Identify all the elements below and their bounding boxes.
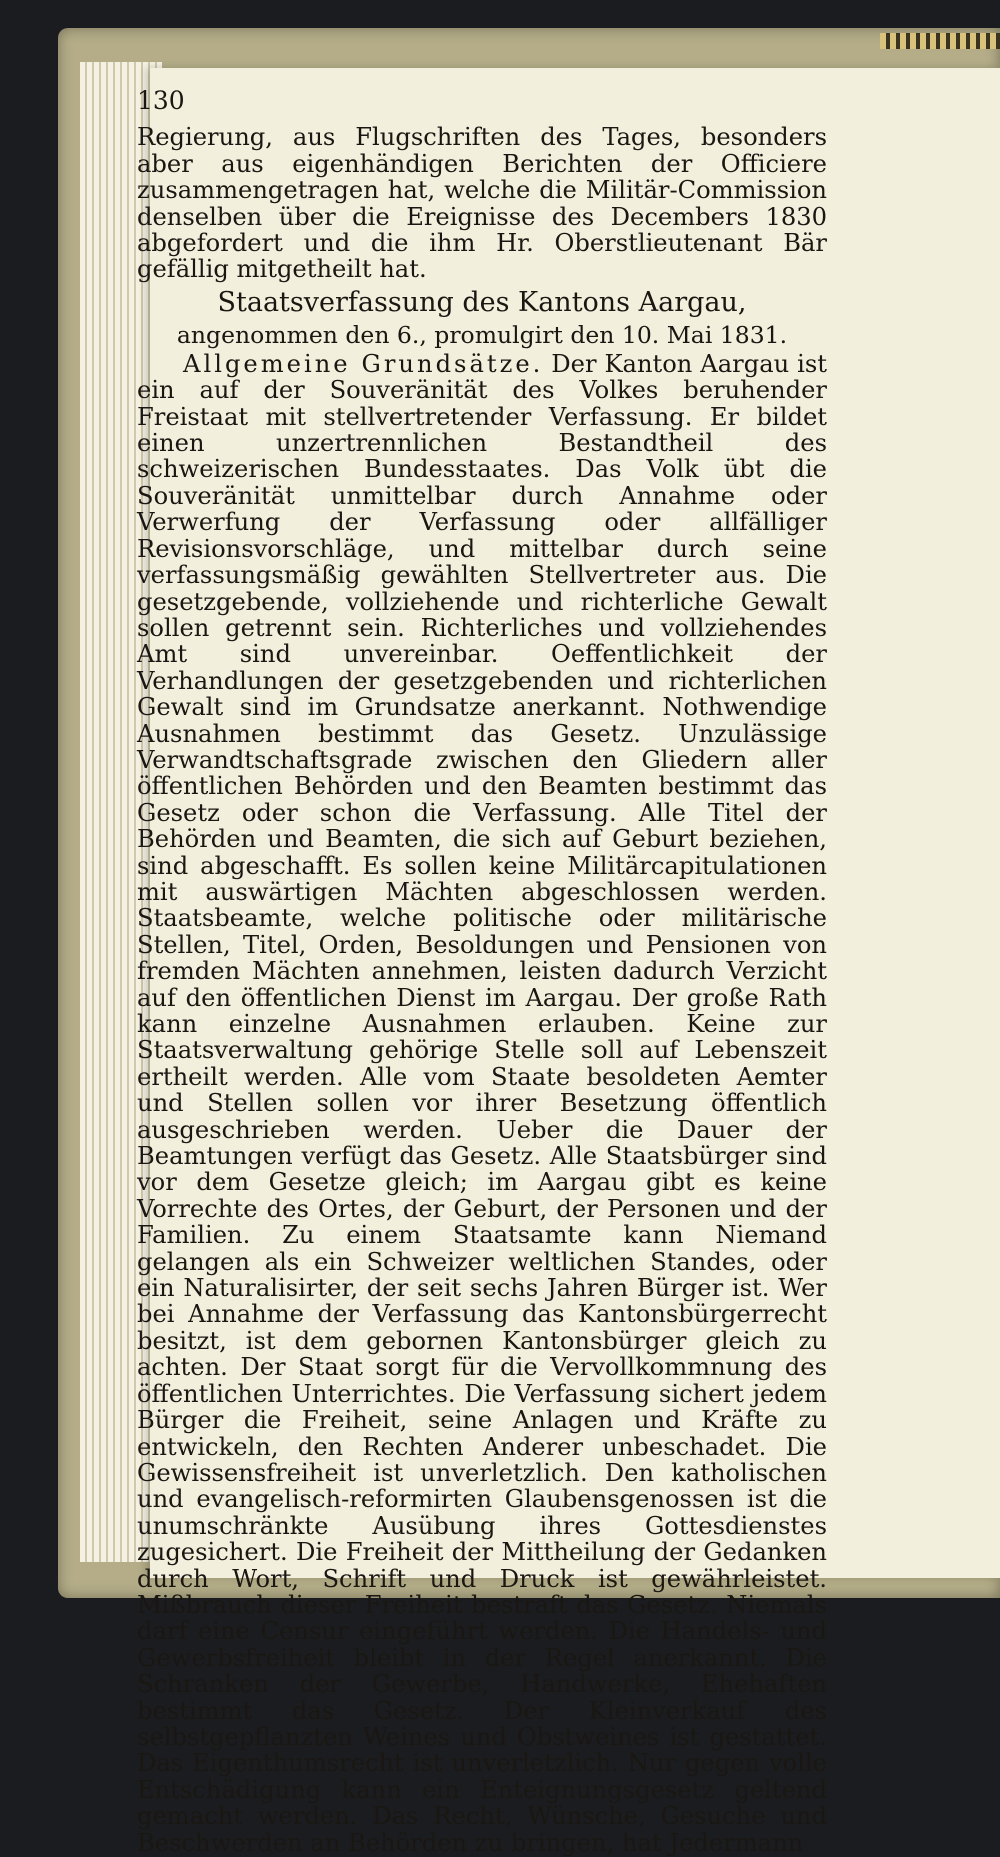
text-block — [137, 88, 827, 1856]
page-number: 130 — [137, 86, 185, 115]
body-paragraph — [137, 351, 827, 1856]
intro-paragraph: Regierung, aus Flugschriften des Tages, besonders aber aus eigenhändigen Berichten der Officiere zusammengetragen hat, welche die Militär-Commission denselben über die Ereignisse des Decembers 1830 abgefordert und die ihm Hr. Oberstlieutenant Bär gefällig mitgetheilt hat. — [137, 123, 827, 284]
body-text: Der Kanton Aargau ist ein auf der Souveränität des Volkes beruhender Freistaat mit stellvertretender Verfassung. Er bildet einen unzertrennlichen Bestandtheil des schweizerischen Bundesstaates. Das Volk übt die Souveränität unmittelbar durch Annahme oder Verwerfung der Verfassung oder allfälliger Revisionsvorschläge, und mittelbar durch seine verfassungsmäßig gewählten Stellvertreter aus. Die gesetzgebende, vollziehende und richterliche Gewalt sollen getrennt sein. Richterliches und vollziehendes Amt sind unvereinbar. Oeffentlichkeit der Verhandlungen der gesetzgebenden und richterlichen Gewalt sind im Grundsatze anerkannt. Nothwendige Ausnahmen bestimmt das Gesetz. Unzulässige Verwandtschaftsgrade zwischen den Gliedern aller öffentlichen Behörden und den Beamten bestimmt das Gesetz oder schon die Verfassung. Alle Titel der Behörden und Beamten, die sich auf Geburt beziehen, sind abgeschafft. Es sollen keine Militärcapitulationen mit auswärtigen Mächten abgeschlossen werden. Staatsbeamte, welche politische oder militärische Stellen, Titel, Orden, Besoldungen und Pensionen von fremden Mächten annehmen, leisten dadurch Verzicht auf den öffentlichen Dienst im Aargau. Der große Rath kann einzelne Ausnahmen erlauben. Keine zur Staatsverwaltung gehörige Stelle soll auf Lebenszeit ertheilt werden. Alle vom Staate besoldeten Aemter und Stellen sollen vor ihrer Besetzung öffentlich ausgeschrieben werden. Ueber die Dauer der Beamtungen verfügt das Gesetz. Alle Staatsbürger sind vor dem Gesetze gleich; im Aargau gibt es keine Vorrechte des Ortes, der Geburt, der Personen und der Familien. Zu einem Staatsamte kann Niemand gelangen als ein Schweizer weltlichen Standes, oder ein Naturalisirter, der seit sechs Jahren Bürger ist. Wer bei Annahme der Verfassung das Kantonsbürgerrecht besitzt, ist dem gebornen Kantonsbürger gleich zu achten. Der Staat sorgt für die Vervollkommnung des öffentlichen Unterrichtes. Die Verfassung sichert jedem Bürger die Freiheit, seine Anlagen und Kräfte zu entwickeln, den Rechten Anderer unbeschadet. Die Gewissensfreiheit ist unverletzlich. Den katholischen und evangelisch-reformirten Glaubensgenossen ist die unumschränkte Ausübung ihres Gottesdienstes zugesichert. Die Freiheit der Mittheilung der Gedanken durch Wort, Schrift und Druck ist gewährleistet. Mißbrauch dieser Freiheit bestraft das Gesetz. Niemals darf eine Censur eingeführt werden. Die Handels- und Gewerbsfreiheit bleibt in der Regel anerkannt. Die Schranken der Gewerbe, Handwerke, Ehehaften bestimmt das Gesetz. Der Kleinverkauf des selbstgepflanzten Weines und Obstweines ist gestattet. Das Eigenthumsrecht ist unverletzlich. Nur gegen volle Entschädigung kann ein Enteignungsgesetz geltend gemacht werden. Das Recht, Wünsche, Gesuche und Beschwerden an Behörden zu bringen, hat Jedermann — [137, 349, 828, 1857]
headband — [880, 33, 1000, 49]
section-lead: Allgemeine Grundsätze. — [183, 349, 544, 378]
section-heading: Staatsverfassung des Kantons Aargau, — [217, 286, 747, 318]
section-subheading: angenommen den 6., promulgirt den 10. Mai 1831. — [176, 320, 788, 349]
